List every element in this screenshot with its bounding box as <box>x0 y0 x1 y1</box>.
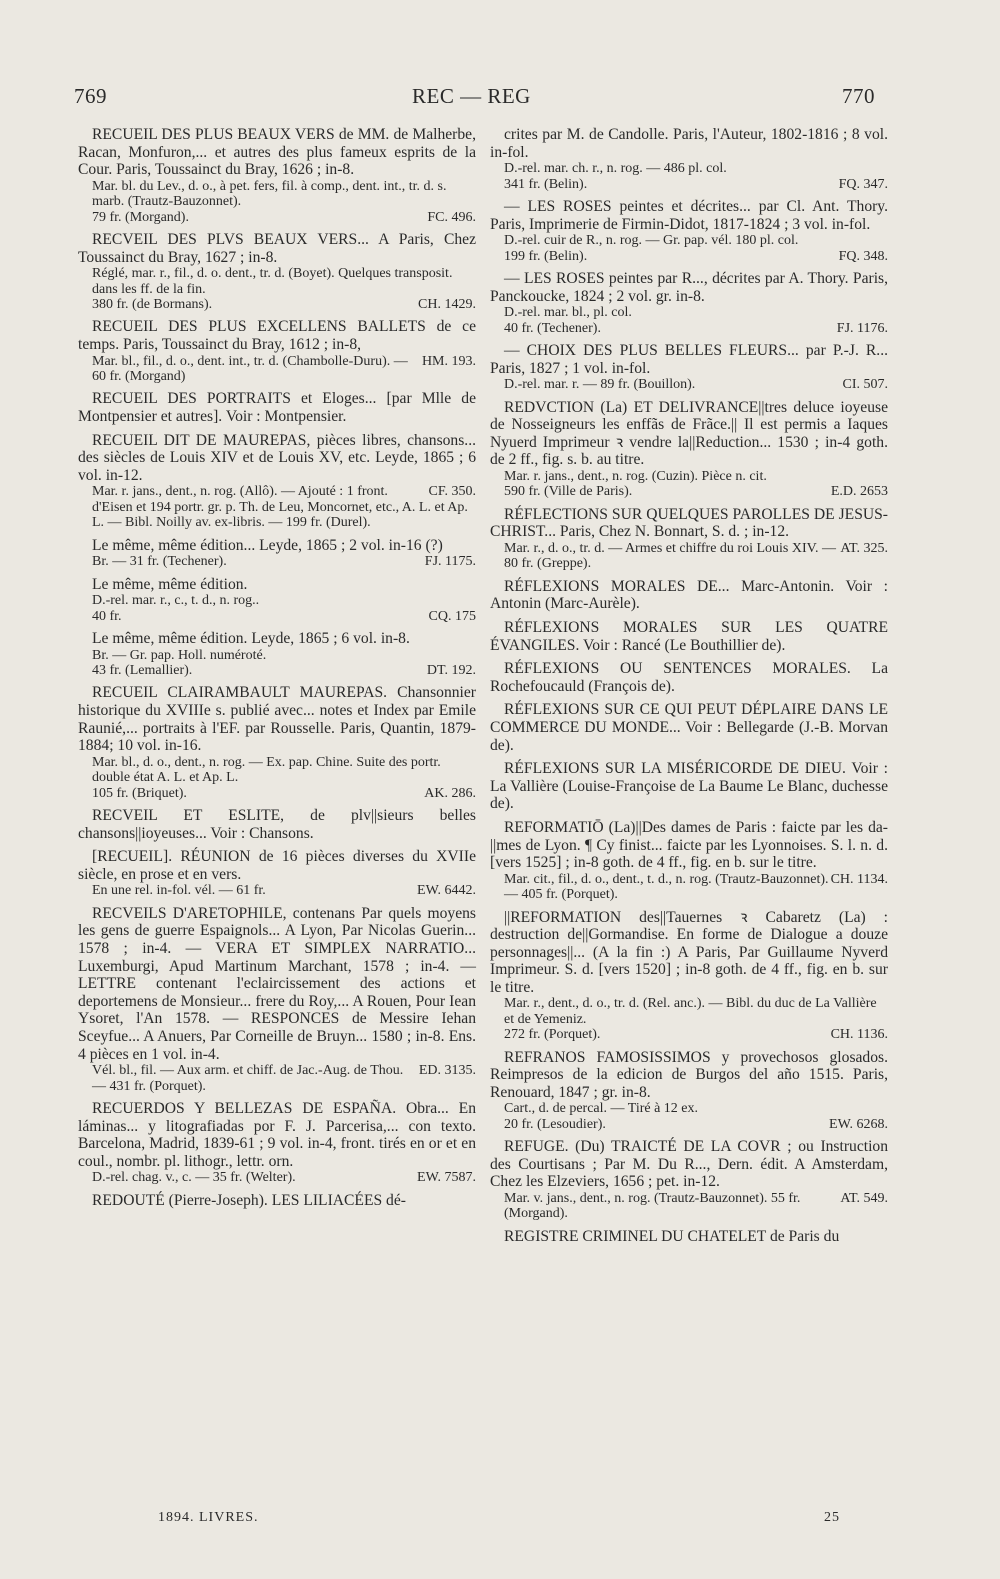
binding-description: Mar. cit., fil., d. o., dent., t. d., n. rog. (Trautz-Bauzonnet). — 405 fr. (Porquet). <box>504 871 829 903</box>
entry-heading: Le même, même édition. Leyde, 1865 ; 6 vol. in-8. <box>92 630 410 647</box>
sale-reference: EW. 6268. <box>829 1116 888 1132</box>
catalogue-entry <box>78 126 476 225</box>
entry-heading: REFORMATIŌ (La)||Des dames de Paris : faicte par les da-||mes de Lyon. ¶ Cy finist... faicte par les Lyonnoises. S. l. n. d. [vers 1525] ; in-8 goth. de 4 ff., fig. en b. sur le titre. <box>490 818 888 872</box>
entry-detail <box>490 177 888 192</box>
entry-heading: RECVEIL DES PLVS BEAUX VERS... A Paris, Chez Toussainct du Bray, 1627 ; in-8. <box>78 231 476 266</box>
entry-heading: REDVCTION (La) ET DELIVRANCE||tres deluce ioyeuse de Nosseigneurs les enffãs de Frãce.|| Il est permis a Iaques Nyuerd Imprimeur ꝛ vendre la||Reduction... 1530 ; in-4 goth. de 2 ff., fig. s. b. au titre. <box>490 398 888 469</box>
catalogue-entry <box>490 198 888 264</box>
binding-description: D.-rel. mar. bl., pl. col. <box>504 305 632 321</box>
binding-description: Mar. r., d. o., tr. d. — Armes et chiffre du roi Louis XIV. — 80 fr. (Greppe). <box>504 540 836 572</box>
binding-description: Br. — Gr. pap. Holl. numéroté. <box>92 647 267 663</box>
entry-detail <box>490 1117 888 1132</box>
entry-detail <box>490 541 888 572</box>
catalogue-entry <box>490 1228 888 1246</box>
entry-heading: ||REFORMATION des||Tauernes ꝛ Cabaretz (La) : destruction de||Gormandise. En forme de Dialogue a douze personnages||... (A la fin :) A Paris, Par Guillaume Nyverd Imprimeur. S. d. [vers 1520] ; in-8 goth. de 4 ff., fig. en b. sur le titre. <box>490 908 888 996</box>
sale-reference: FC. 496. <box>427 209 476 225</box>
catalogue-entry <box>78 1100 476 1186</box>
binding-description: 40 fr. <box>92 608 122 624</box>
catalogue-entry <box>490 660 888 695</box>
entry-detail <box>78 663 476 678</box>
catalogue-entry <box>78 576 476 624</box>
entry-detail <box>78 210 476 225</box>
entry-detail <box>490 484 888 499</box>
sale-reference: CH. 1134. <box>830 871 888 887</box>
entry-detail <box>78 297 476 312</box>
catalogue-entry <box>490 270 888 336</box>
entry-heading: RECUEIL CLAIRAMBAULT MAUREPAS. Chansonnier historique du XVIIIe s. publié avec... notes et Index par Emile Raunié,... portraits à l'EF. par Rousselle. Paris, Quantin, 1879-1884; 10 vol. in-16. <box>78 684 476 755</box>
binding-description: D.-rel. chag. v., c. — 35 fr. (Welter). <box>92 1170 296 1186</box>
catalogue-entry <box>78 432 476 531</box>
catalogue-entry <box>490 1049 888 1133</box>
entry-heading: RÉFLEXIONS SUR LA MISÉRICORDE DE DIEU. Voir : La Vallière (Louise-Françoise de La Baume Le Blanc, duchesse de). <box>490 760 888 813</box>
sale-reference: CH. 1136. <box>830 1027 888 1043</box>
entry-detail <box>490 233 888 248</box>
catalogue-entry <box>78 390 476 425</box>
entry-detail <box>490 1027 888 1042</box>
binding-description: D.-rel. mar. r. — 89 fr. (Bouillon). <box>504 377 696 393</box>
binding-description: 105 fr. (Briquet). <box>92 785 187 801</box>
entry-heading: REFRANOS FAMOSISSIMOS y provechosos glosados. Reimpresos de la edicion de Burgos del año 1515. Paris, Renouard, 1847 ; gr. in-8. <box>490 1048 888 1101</box>
catalogue-entry <box>490 619 888 654</box>
sale-reference: DT. 192. <box>426 663 476 678</box>
binding-description: Mar. bl. du Lev., d. o., à pet. fers, fil. à comp., dent. int., tr. d. s. marb. (Trautz-Bauzonnet). <box>92 178 447 210</box>
page-number-left: 769 <box>74 84 107 108</box>
binding-description: 43 fr. (Lemallier). <box>92 663 193 678</box>
entry-detail <box>78 179 476 210</box>
entry-heading: RÉFLEXIONS MORALES SUR LES QUATRE ÉVANGILES. Voir : Rancé (Le Bouthillier de). <box>490 618 888 654</box>
binding-description: 20 fr. (Lesoudier). <box>504 1116 606 1132</box>
catalogue-entry <box>78 537 476 570</box>
entry-heading: RECUERDOS Y BELLEZAS DE ESPAÑA. Obra... En láminas... y litografiadas por F. J. Parcerisa,... con texto. Barcelona, Madrid, 1839-61 ; 9 vol. in-4, front. tirés en or et en coul., nombr. pl. lithogr., lettr. orn. <box>78 1099 476 1170</box>
entry-heading: — LES ROSES peintes par R..., décrites par A. Thory. Paris, Panckoucke, 1824 ; 2 vol. gr. in-8. <box>490 270 888 305</box>
entry-detail <box>78 484 476 530</box>
sale-reference: CF. 350. <box>428 484 476 500</box>
entry-heading: Le même, même édition. <box>92 575 248 593</box>
catalogue-entry <box>78 807 476 842</box>
entry-detail <box>78 609 476 624</box>
binding-description: Mar. bl., fil., d. o., dent. int., tr. d. (Chambolle-Duru). — 60 fr. (Morgand) <box>92 353 408 384</box>
sale-reference: EW. 6442. <box>417 883 476 899</box>
entry-heading: crites par M. de Candolle. Paris, l'Auteur, 1802-1816 ; 8 vol. in-fol. <box>490 126 888 161</box>
binding-description: 380 fr. (de Bormans). <box>92 297 213 312</box>
entry-heading: RECVEILS D'ARETOPHILE, contenans Par quels moyens les gens de guerre Espaignols... A Lyon, Par Nicolas Guerin... 1578 ; in-4. — VERA ET SIMPLEX NARRATIO... Luxemburgi, Apud Martinum Marchant, 1578 ; in-4. — LETTRE contenant l'eclaircissement des actions et deportemens de Monsieur... frere du Roy,... A Rouen, Pour Iean Ysoret, l'An 1578. — RESPONCES de Messire Iehan Sceyfue... A Anuers, Par Corneille de Bruyn... 1580 ; in-8. Ens. 4 pièces en 1 vol. in-4. <box>78 904 476 1063</box>
binding-description: Mar. bl., d. o., dent., n. rog. — Ex. pap. Chine. Suite des portr. double état A. L. et Ap. L. <box>92 754 441 786</box>
sale-reference: EW. 7587. <box>417 1170 476 1186</box>
binding-description: Mar. r. jans., dent., n. rog. (Allô). — Ajouté : 1 front. d'Eisen et 194 portr. gr. p. Th. de Leu, Moncornet, etc., A. L. et Ap. L. — Bibl. Noilly av. ex-libris. — 199 fr. (Durel). <box>92 484 468 531</box>
catalogue-entry <box>78 905 476 1094</box>
binding-description: Cart., d. de percal. — Tiré à 12 ex. <box>504 1101 699 1117</box>
sale-reference: FQ. 347. <box>838 176 888 192</box>
entry-heading: Le même, même édition... Leyde, 1865 ; 2 vol. in-16 (?) <box>92 536 443 554</box>
sale-reference: CI. 507. <box>842 377 888 393</box>
entry-heading: RÉFLEXIONS MORALES DE... Marc-Antonin. Voir : Antonin (Marc-Aurèle). <box>490 577 888 613</box>
catalogue-entry <box>78 1192 476 1210</box>
sale-reference: ED. 3135. <box>418 1063 476 1079</box>
catalogue-entry <box>490 506 888 572</box>
binding-description: Br. — 31 fr. (Techener). <box>92 554 227 570</box>
entry-detail <box>78 883 476 898</box>
binding-description: Réglé, mar. r., fil., d. o. dent., tr. d. (Boyet). Quelques transposit. dans les ff. de la fin. <box>92 266 453 297</box>
binding-description: D.-rel. cuir de R., n. rog. — Gr. pap. vél. 180 pl. col. <box>504 233 799 249</box>
catalogue-entry <box>78 630 476 678</box>
binding-description: Mar. r., dent., d. o., tr. d. (Rel. anc.). — Bibl. du duc de La Vallière et de Yemeniz. <box>504 996 877 1027</box>
entry-detail <box>78 648 476 663</box>
entry-heading: RÉFLEXIONS OU SENTENCES MORALES. La Rochefoucauld (François de). <box>490 660 888 695</box>
entry-detail <box>490 872 888 903</box>
entry-detail <box>490 1191 888 1222</box>
catalogue-entry <box>78 231 476 312</box>
binding-description: D.-rel. mar. ch. r., n. rog. — 486 pl. col. <box>504 161 727 177</box>
entry-detail <box>78 1063 476 1094</box>
entry-heading: RECUEIL DES PORTRAITS et Eloges... [par Mlle de Montpensier et autres]. Voir : Montpensier. <box>78 390 476 425</box>
binding-description: 341 fr. (Belin). <box>504 176 588 192</box>
left-column <box>78 126 476 1215</box>
catalogue-entry <box>490 342 888 393</box>
entry-detail <box>490 249 888 264</box>
running-title: REC — REG <box>412 84 531 108</box>
sale-reference: FQ. 348. <box>838 248 888 264</box>
binding-description: Mar. v. jans., dent., n. rog. (Trautz-Bauzonnet). 55 fr. (Morgand). <box>504 1191 801 1222</box>
entry-detail <box>490 996 888 1027</box>
binding-description: D.-rel. mar. r., c., t. d., n. rog.. <box>92 593 260 609</box>
right-column <box>490 126 888 1251</box>
sale-reference: CQ. 175 <box>428 608 476 624</box>
catalogue-entry <box>490 126 888 192</box>
entry-detail <box>78 755 476 786</box>
catalogue-entry <box>78 848 476 899</box>
entry-heading: — CHOIX DES PLUS BELLES FLEURS... par P.-J. R... Paris, 1827 ; 1 vol. in-fol. <box>490 342 888 377</box>
entry-heading: REDOUTÉ (Pierre-Joseph). LES LILIACÉES dé- <box>92 1191 406 1209</box>
binding-description: 79 fr. (Morgand). <box>92 209 189 225</box>
entry-heading: RÉFLEXIONS SUR CE QUI PEUT DÉPLAIRE DANS LE COMMERCE DU MONDE... Voir : Bellegarde (J.-B. Morvan de). <box>490 701 888 754</box>
binding-description: 272 fr. (Porquet). <box>504 1027 601 1043</box>
entry-heading: — LES ROSES peintes et décrites... par Cl. Ant. Thory. Paris, Imprimerie de Firmin-Didot, 1817-1824 ; 3 vol. in-fol. <box>490 198 888 233</box>
entry-detail <box>78 786 476 801</box>
sale-reference: FJ. 1176. <box>836 320 888 336</box>
sale-reference: AK. 286. <box>424 785 476 801</box>
sale-reference: E.D. 2653 <box>830 484 888 500</box>
footer-sheet-number: 25 <box>824 1510 840 1525</box>
catalogue-entry <box>490 819 888 903</box>
entry-detail <box>78 266 476 297</box>
catalogue-entry <box>490 399 888 500</box>
catalogue-entry <box>490 701 888 754</box>
catalogue-entry <box>490 760 888 813</box>
sale-reference: FJ. 1175. <box>424 554 476 570</box>
catalogue-entry <box>490 578 888 613</box>
entry-detail <box>490 161 888 176</box>
sale-reference: HM. 193. <box>421 353 476 369</box>
sale-reference: CH. 1429. <box>418 297 476 312</box>
entry-heading: RECVEIL ET ESLITE, de plv||sieurs belles chansons||ioyeuses... Voir : Chansons. <box>78 807 476 842</box>
binding-description: Vél. bl., fil. — Aux arm. et chiff. de Jac.-Aug. de Thou. — 431 fr. (Porquet). <box>92 1063 404 1094</box>
binding-description: 40 fr. (Techener). <box>504 320 601 336</box>
entry-heading: RECUEIL DES PLUS EXCELLENS BALLETS de ce temps. Paris, Toussainct du Bray, 1612 ; in-8, <box>78 318 476 353</box>
binding-description: 590 fr. (Ville de Paris). <box>504 484 633 500</box>
page-number-right: 770 <box>842 84 875 108</box>
entry-heading: [RECUEIL]. RÉUNION de 16 pièces diverses du XVIIe siècle, en prose et en vers. <box>78 848 476 883</box>
binding-description: 199 fr. (Belin). <box>504 248 588 264</box>
binding-description: En une rel. in-fol. vél. — 61 fr. <box>92 883 266 899</box>
entry-detail <box>78 554 476 569</box>
catalogue-entry <box>78 684 476 801</box>
entry-detail <box>490 377 888 392</box>
entry-detail <box>490 469 888 484</box>
entry-heading: REFUGE. (Du) TRAICTÉ DE LA COVR ; ou Instruction des Courtisans ; Par M. Du R..., Dern. édit. A Amsterdam, Chez les Elzeviers, 1656 ; pet. in-12. <box>490 1138 888 1191</box>
sale-reference: AT. 549. <box>840 1191 888 1207</box>
binding-description: Mar. r. jans., dent., n. rog. (Cuzin). Pièce n. cit. <box>504 468 767 484</box>
catalogue-entry <box>490 1138 888 1222</box>
entry-detail <box>490 305 888 320</box>
footer-signature: 1894. LIVRES. <box>158 1510 259 1525</box>
entry-heading: RECUEIL DES PLUS BEAUX VERS de MM. de Malherbe, Racan, Monfuron,... et autres des plus fameux esprits de la Cour. Paris, Toussainct du Bray, 1626 ; in-8. <box>78 126 476 179</box>
entry-heading: REGISTRE CRIMINEL DU CHATELET de Paris du <box>504 1227 840 1245</box>
entry-heading: RÉFLECTIONS SUR QUELQUES PAROLLES DE JESUS-CHRIST... Paris, Chez N. Bonnart, S. d. ; in-12. <box>490 505 888 541</box>
entry-detail <box>78 1170 476 1185</box>
catalogue-entry <box>490 909 888 1043</box>
catalogue-entry <box>78 318 476 384</box>
entry-detail <box>490 1101 888 1116</box>
entry-heading: RECUEIL DIT DE MAUREPAS, pièces libres, chansons... des siècles de Louis XIV et de Louis XV, etc. Leyde, 1865 ; 6 vol. in-12. <box>78 431 476 484</box>
entry-detail <box>490 321 888 336</box>
entry-detail <box>78 593 476 608</box>
sale-reference: AT. 325. <box>840 540 888 556</box>
entry-detail <box>78 354 476 385</box>
